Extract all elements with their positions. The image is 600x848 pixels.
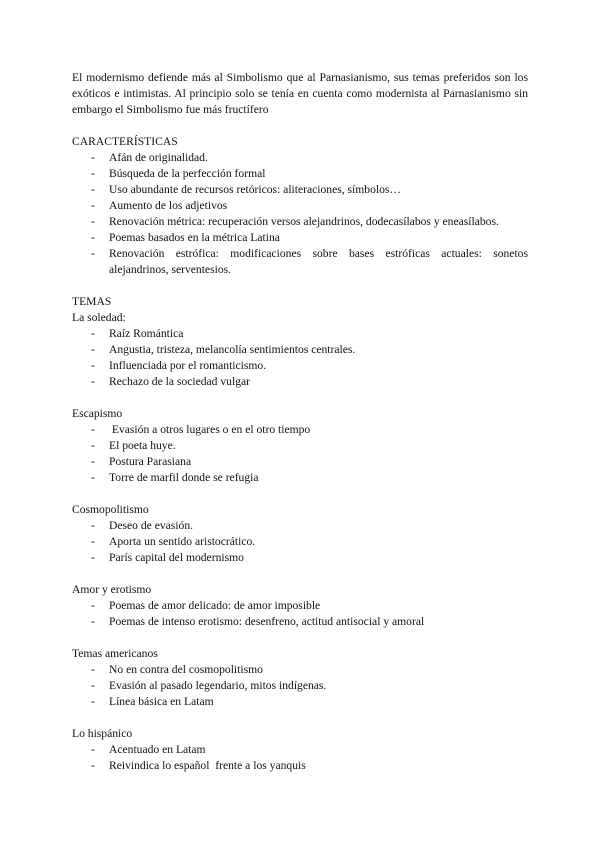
temas-soledad-section (72, 294, 528, 390)
temas-americanos-list (72, 662, 528, 710)
caracteristicas-section (72, 134, 528, 278)
list-item: - No en contra del cosmopolitismo (72, 662, 528, 678)
intro-paragraph: El modernismo defiende más al Simbolismo que al Parnasianismo, sus temas preferidos son los exóticos e intimistas. Al principio solo se tenía en cuenta como modernista al Parnasianismo sin embargo el Simbolismo fue más fructífero (72, 71, 528, 116)
temas-heading: TEMAS (72, 295, 112, 308)
list-item: - Rechazo de la sociedad vulgar (72, 374, 528, 390)
lo-hispanico-section (72, 726, 528, 774)
list-item: - Evasión a otros lugares o en el otro tiempo (72, 422, 528, 438)
list-item: - Raíz Romántica (72, 326, 528, 342)
document-page (72, 70, 528, 790)
caracteristicas-list (72, 150, 528, 278)
list-item: - Poemas de amor delicado: de amor imposible (72, 598, 528, 614)
caracteristicas-heading: CARACTERÍSTICAS (72, 135, 178, 148)
list-item: - El poeta huye. (72, 438, 528, 454)
list-item: - Búsqueda de la perfección formal (72, 166, 528, 182)
list-item: - Reivindica lo español frente a los yanquis (72, 758, 528, 774)
temas-americanos-section (72, 646, 528, 710)
section-title: Escapismo (72, 407, 123, 420)
list-item: - Torre de marfil donde se refugia (72, 470, 528, 486)
amor-erotismo-list (72, 598, 528, 630)
cosmopolitismo-list (72, 518, 528, 566)
cosmopolitismo-section (72, 502, 528, 566)
list-item: - Poemas basados en la métrica Latina (72, 230, 528, 246)
list-item: - Postura Parasiana (72, 454, 528, 470)
list-item: - Renovación métrica: recuperación versos alejandrinos, dodecasílabos y eneasílabos. (72, 214, 528, 230)
soledad-list (72, 326, 528, 390)
escapismo-section (72, 406, 528, 486)
section-title: La soledad: (72, 311, 126, 324)
list-item: - Aporta un sentido aristocrático. (72, 534, 528, 550)
list-item: - Acentuado en Latam (72, 742, 528, 758)
list-item: - Afán de originalidad. (72, 150, 528, 166)
list-item: - Angustia, tristeza, melancolía sentimientos centrales. (72, 342, 528, 358)
section-title: Cosmopolitismo (72, 503, 149, 516)
list-item: - Influenciada por el romanticismo. (72, 358, 528, 374)
list-item: - Aumento de los adjetivos (72, 198, 528, 214)
section-title: Temas americanos (72, 647, 158, 660)
list-item: - Evasión al pasado legendario, mitos indígenas. (72, 678, 528, 694)
lo-hispanico-list (72, 742, 528, 774)
section-title: Lo hispánico (72, 727, 133, 740)
list-item: - París capital del modernismo (72, 550, 528, 566)
list-item: - Deseo de evasión. (72, 518, 528, 534)
list-item: - Uso abundante de recursos retóricos: aliteraciones, símbolos… (72, 182, 528, 198)
section-title: Amor y erotismo (72, 583, 152, 596)
list-item: - Poemas de intenso erotismo: desenfreno, actitud antisocial y amoral (72, 614, 528, 630)
escapismo-list (72, 422, 528, 486)
list-item: - Renovación estrófica: modificaciones sobre bases estróficas actuales: sonetos alejandrinos, serventesios. (72, 246, 528, 278)
list-item: - Línea básica en Latam (72, 694, 528, 710)
amor-erotismo-section (72, 582, 528, 630)
